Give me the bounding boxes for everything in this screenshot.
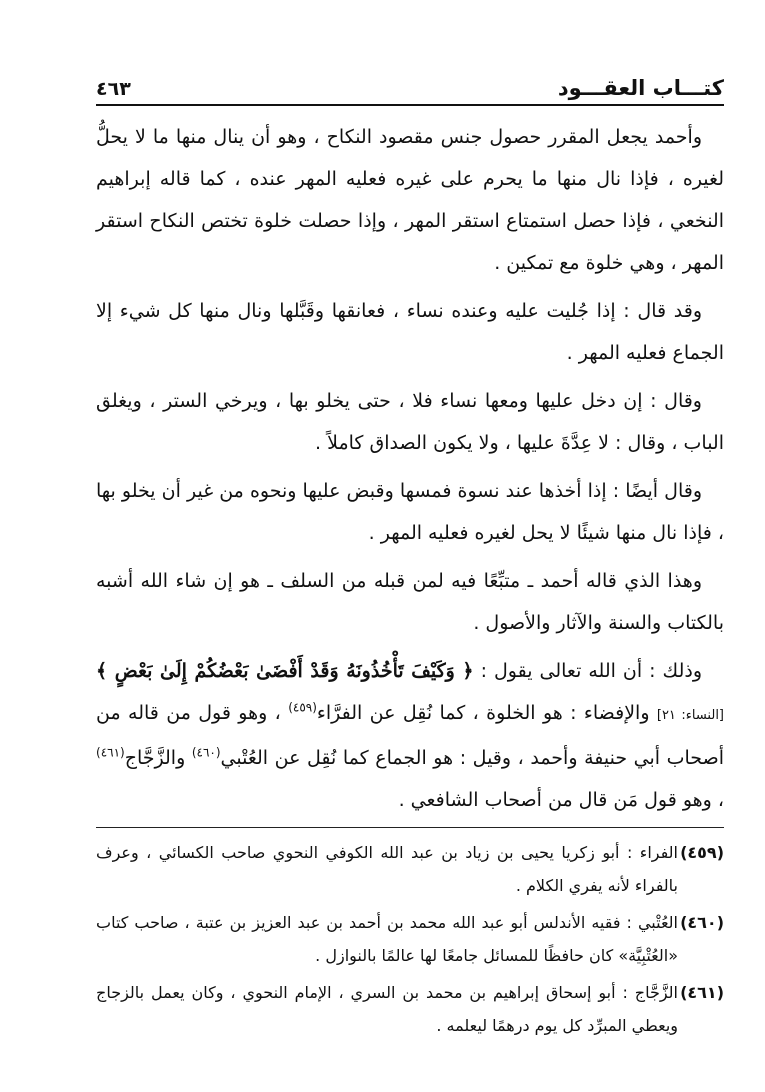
verse-reference: [النساء: ٢١] [656,708,725,723]
paragraph-text: والإفضاء : هو الخلوة ، كما نُقِل عن الفرَّاء [316,702,650,724]
footnote-text: العُتْبي : فقيه الأندلس أبو عبد الله محمد بن أحمد بن عبد العزيز بن عتبة ، صاحب كتاب «العُتْبِيَّة» كان حافظًا للمسائل جامعًا لها عالمًا بالنوازل . [96,913,678,965]
footnote-text: الزَّجَّاج : أبو إسحاق إبراهيم بن محمد بن السري ، الإمام النحوي ، وكان يعمل بالزجاج ويعطي المبرِّد كل يوم درهمًا ليعلمه . [96,983,678,1035]
footnote-text: الفراء : أبو زكريا يحيى بن زياد بن عبد الله الكوفي النحوي صاحب الكسائي ، وعرف بالفراء لأنه يفري الكلام . [96,843,678,895]
page-number: ٤٦٣ [96,78,131,100]
main-text [96,116,724,821]
paragraph: وأحمد يجعل المقرر حصول جنس مقصود النكاح ، وهو أن ينال منها ما لا يحلُّ لغيره ، فإذا نال منها ما يحرم على غيره فعليه المهر عنده ، كما قاله إبراهيم النخعي ، فإذا حصل استمتاع استقر المهر ، وإذا حصلت خلوة تختص النكاح استقر المهر ، وهي خلوة مع تمكين . [96,126,724,274]
paragraph: وقد قال : إذا جُليت عليه وعنده نساء ، فعانقها وقَبَّلها ونال منها كل شيء إلا الجماع فعليه المهر . [96,300,724,364]
footnote-number: (٤٥٩) [680,843,724,862]
paragraph-text: ، وهو قول مَن قال من أصحاب الشافعي . [398,789,724,811]
footnote-ref: (٤٥٩) [288,700,317,715]
quran-verse: ﴿ وَكَيْفَ تَأْخُذُونَهُ وَقَدْ أَفْضَىٰ بَعْضُكُمْ إِلَىٰ بَعْضٍ ﴾ [96,660,474,682]
paragraph: وقال : إن دخل عليها ومعها نساء فلا ، حتى يخلو بها ، ويرخي الستر ، ويغلق الباب ، وقال : لا عِدَّةَ عليها ، ولا يكون الصداق كاملاً . [96,390,724,454]
footnote [96,906,724,972]
running-header [96,60,724,106]
footnote-number: (٤٦١) [680,983,724,1002]
paragraph: وهذا الذي قاله أحمد ـ متبِّعًا فيه لمن قبله من السلف ـ هو إن شاء الله أشبه بالكتاب والسنة والآثار والأصول . [96,570,724,634]
paragraph-text: ، وهو قول من قاله من أصحاب أبي حنيفة وأحمد ، وقيل : هو الجماع كما نُقِل عن العُتْبي [96,702,724,769]
paragraph-intro: وذلك : أن الله تعالى يقول : [480,660,702,682]
footnote-ref: (٤٦١) [96,745,125,760]
footnote-number: (٤٦٠) [680,913,724,932]
footnote-ref: (٤٦٠) [191,745,221,760]
book-title: كتـــاب العقـــود [557,76,724,100]
footnote [96,976,724,1042]
book-page [96,60,724,1070]
paragraph-text: والزَّجَّاج [124,747,186,769]
paragraph-with-verse [96,650,724,821]
paragraph: وقال أيضًا : إذا أخذها عند نسوة فمسها وقبض عليها ونحوه من غير أن يخلو بها ، فإذا نال منها شيئًا لا يحل لغيره فعليه المهر . [96,480,724,544]
footnote [96,836,724,902]
footnotes [96,827,724,1042]
